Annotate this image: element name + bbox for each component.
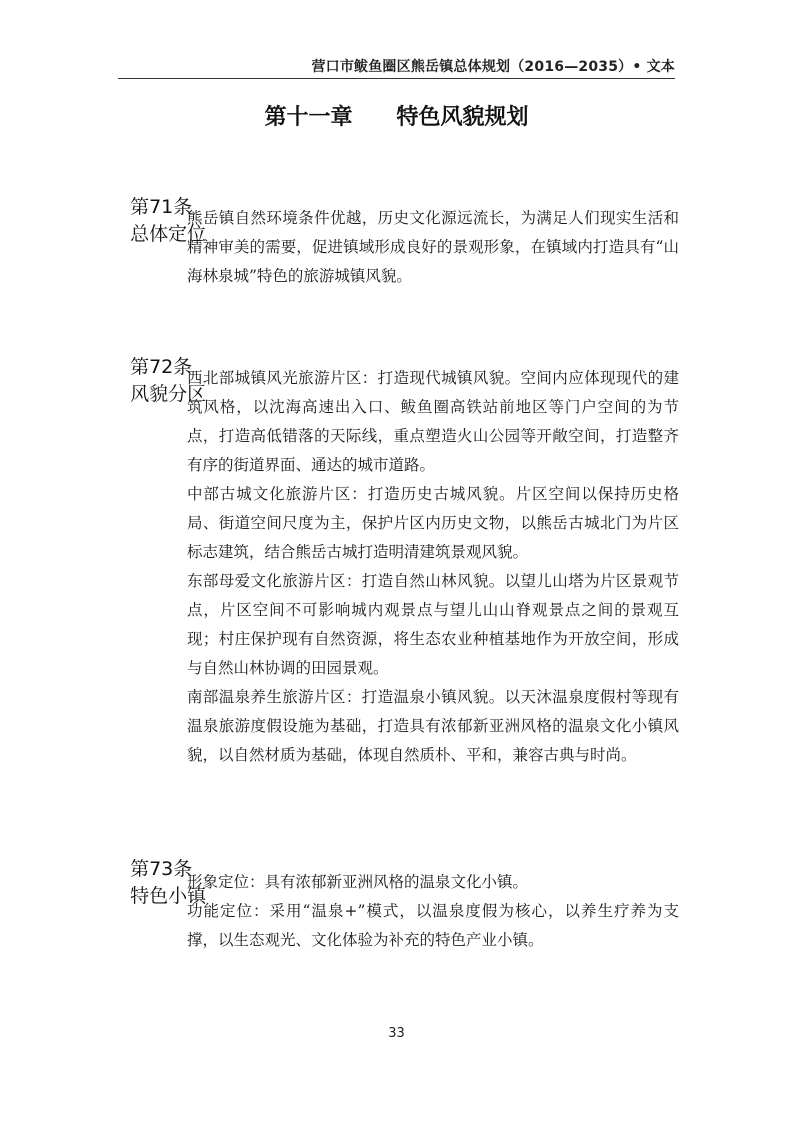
paragraph: 熊岳镇自然环境条件优越，历史文化源远流长，为满足人们现实生活和精神审美的需要，促进镇域形成良好的景观形象，在镇域内打造具有“山海林泉城”特色的旅游城镇风貌。 xyxy=(187,209,679,285)
paragraph: 中部古城文化旅游片区：打造历史古城风貌。片区空间以保持历史格局、街道空间尺度为主，保护片区内历史文物，以熊岳古城北门为片区标志建筑，结合熊岳古城打造明清建筑景观风貌。 xyxy=(187,485,679,561)
page-number: 33 xyxy=(388,1026,405,1041)
chapter-title: 第十一章 特色风貌规划 xyxy=(264,105,529,130)
header-divider xyxy=(118,78,675,79)
paragraph: 东部母爱文化旅游片区：打造自然山林风貌。以望儿山塔为片区景观节点，片区空间不可影响城内观景点与望儿山山脊观景点之间的景观互现；村庄保护现有自然资源，将生态农业种植基地作为开放空间，形成与自然山林协调的田园景观。 xyxy=(187,572,679,677)
article-title: 总体定位 xyxy=(130,223,207,245)
paragraph: 西北部城镇风光旅游片区：打造现代城镇风貌。空间内应体现现代的建筑风格，以沈海高速出入口、鲅鱼圈高铁站前地区等门户空间的为节点，打造高低错落的天际线，重点塑造火山公园等开敞空间，打造整齐有序的街道界面、通达的城市道路。 xyxy=(187,369,679,474)
running-header: 营口市鲅鱼圈区熊岳镇总体规划（2016—2035）• 文本 xyxy=(311,59,675,75)
paragraph: 功能定位：采用“温泉+”模式，以温泉度假为核心，以养生疗养为支撑，以生态观光、文化体验为补充的特色产业小镇。 xyxy=(187,902,679,949)
article-71-body xyxy=(187,204,679,291)
paragraph: 形象定位：具有浓郁新亚洲风格的温泉文化小镇。 xyxy=(187,873,529,891)
article-title: 特色小镇 xyxy=(130,885,207,907)
article-title: 风貌分区 xyxy=(130,383,207,405)
article-number: 第73条 xyxy=(130,858,193,880)
article-73-body xyxy=(187,868,679,955)
paragraph: 南部温泉养生旅游片区：打造温泉小镇风貌。以天沐温泉度假村等现有温泉旅游度假设施为基础，打造具有浓郁新亚洲风格的温泉文化小镇风貌，以自然材质为基础，体现自然质朴、平和，兼容古典与时尚。 xyxy=(187,688,679,764)
article-number: 第72条 xyxy=(130,356,193,378)
article-number: 第71条 xyxy=(130,196,193,218)
article-72-body xyxy=(187,364,679,770)
